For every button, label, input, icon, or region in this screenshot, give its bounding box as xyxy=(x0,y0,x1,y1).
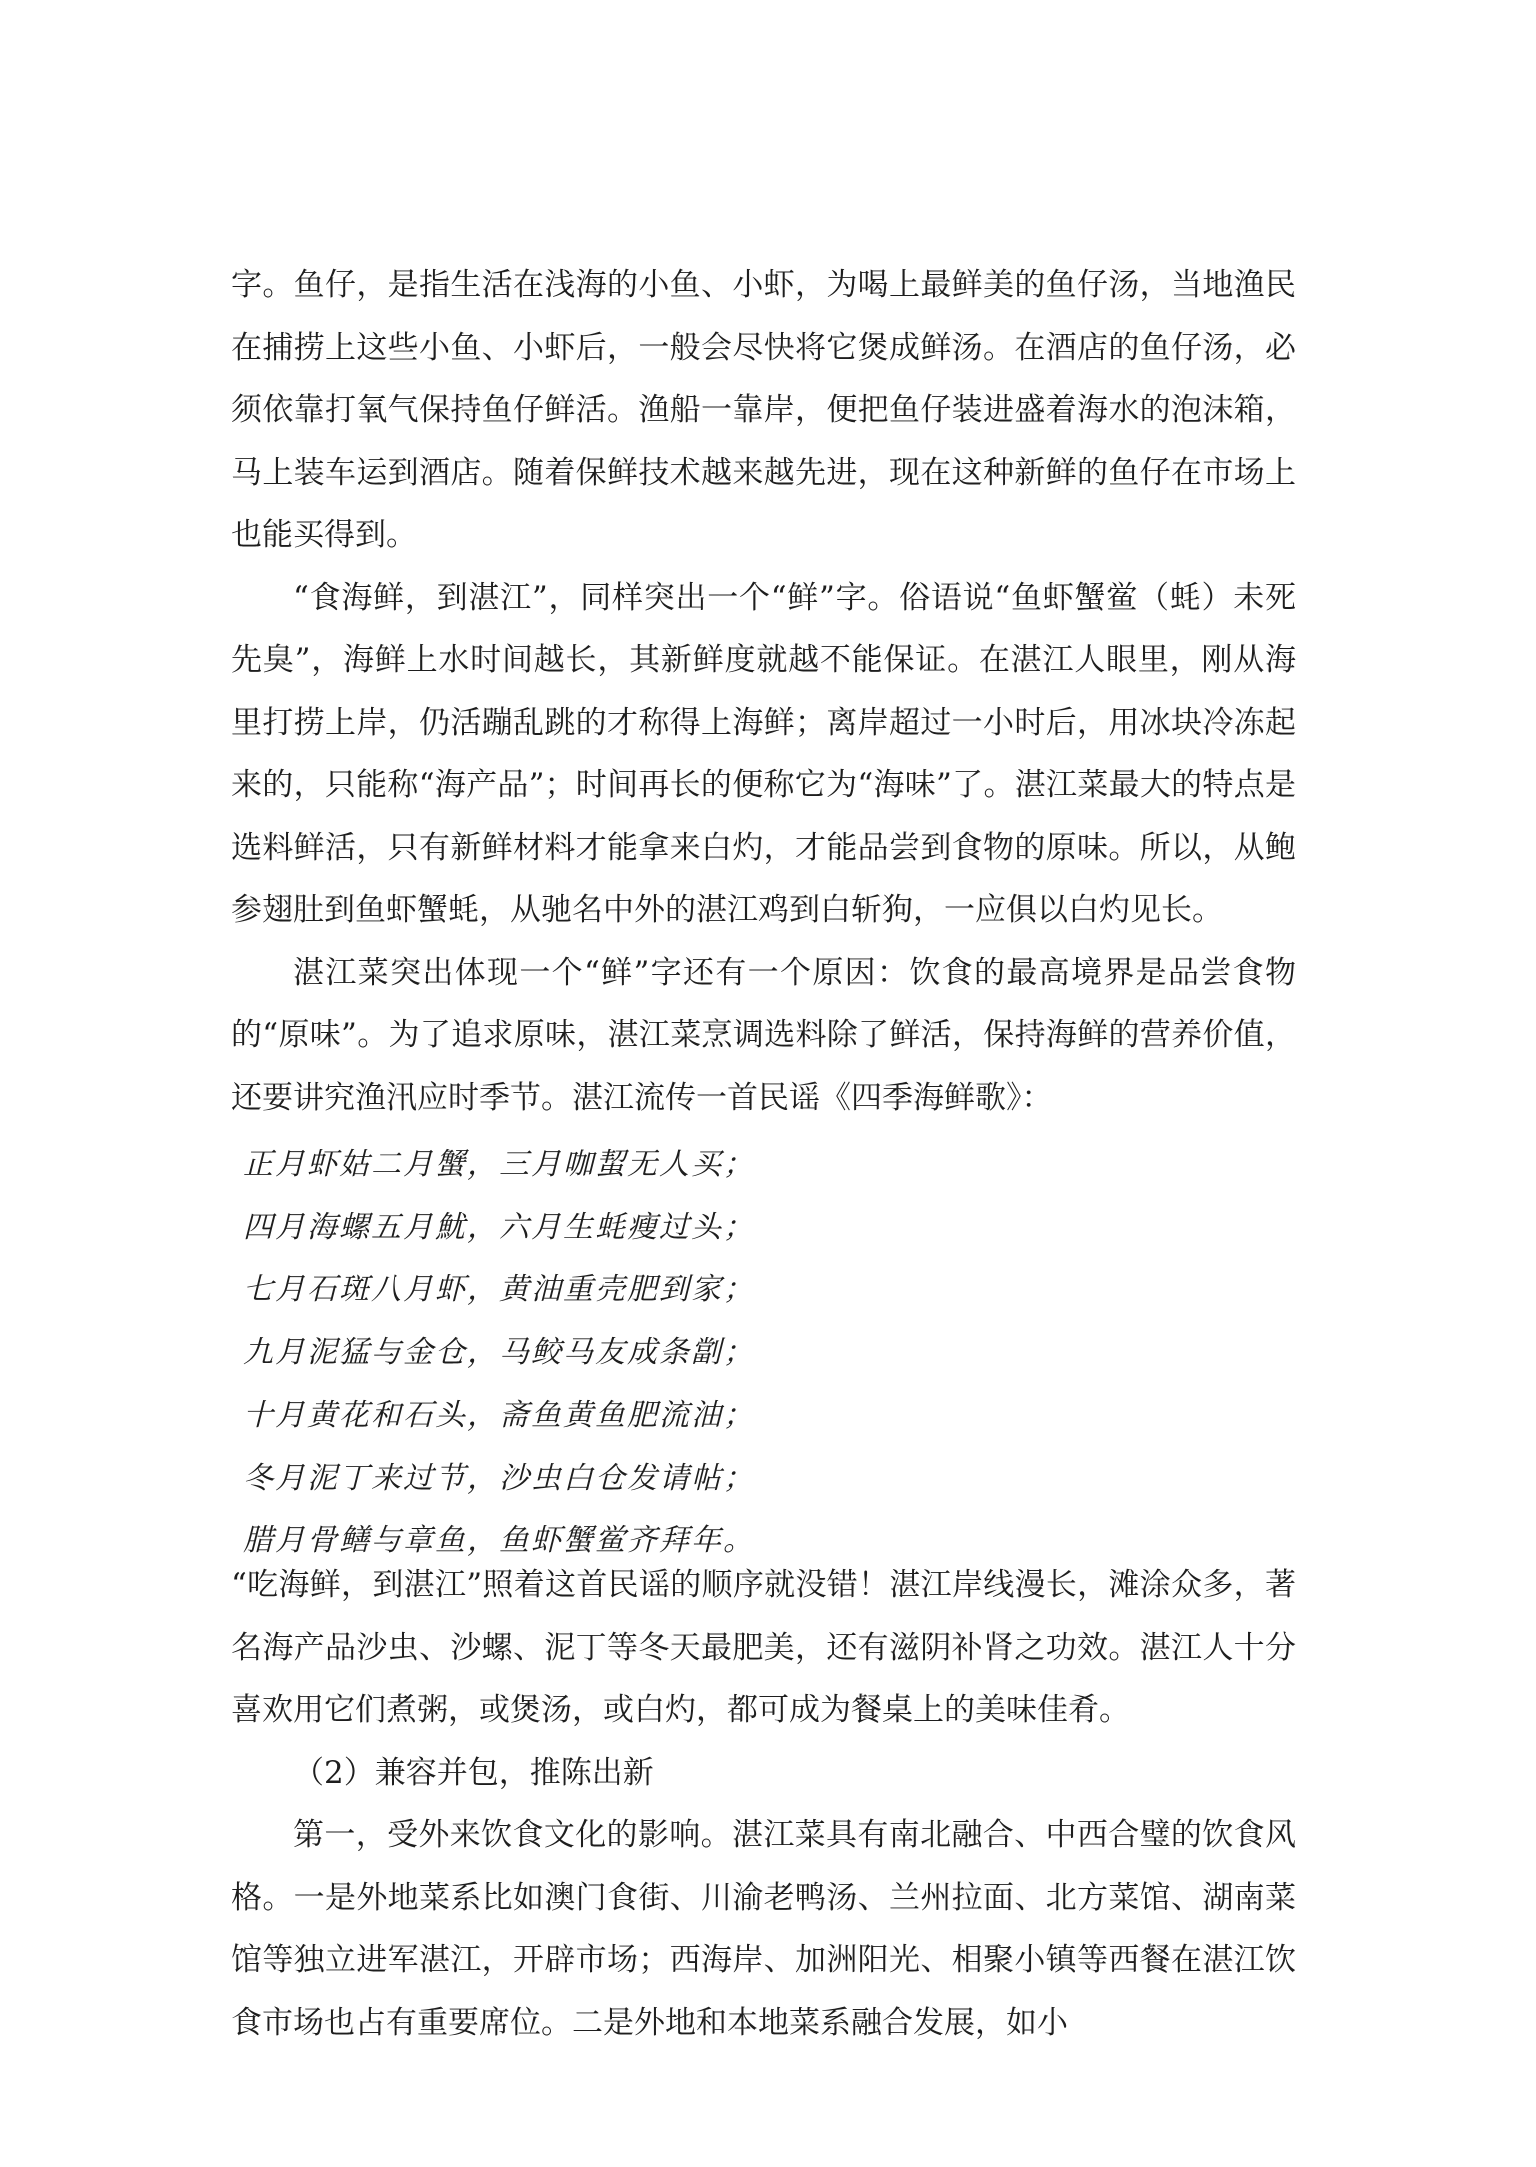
paragraph-eat-seafood: “吃海鲜，到湛江”照着这首民谣的顺序就没错！湛江岸线漫长，滩涂众多，著名海产品沙虫、沙螺、泥丁等冬天最肥美，还有滋阴补肾之功效。湛江人十分喜欢用它们煮粥，或煲汤，或白灼，都可成为餐桌上的美味佳肴。 xyxy=(231,1567,1296,1728)
poem-line: 七月石斑八月虾，黄油重壳肥到家； xyxy=(243,1272,755,1308)
paragraph-original-taste: 湛江菜突出体现一个“鲜”字还有一个原因：饮食的最高境界是品尝食物的“原味”。为了追求原味，湛江菜烹调选料除了鲜活，保持海鲜的营养价值，还要讲究渔汛应时季节。湛江流传一首民谣《四季海鲜歌》： xyxy=(231,954,1296,1116)
poem-line: 十月黄花和石头，斋鱼黄鱼肥流油； xyxy=(243,1397,755,1433)
document-page xyxy=(231,0,1296,2167)
poem-line: 四月海螺五月魷，六月生蚝瘦过头； xyxy=(243,1209,755,1245)
poem-line: 腊月骨鳝与章鱼，鱼虾蟹鲎齐拜年。 xyxy=(243,1523,755,1559)
poem-line: 正月虾姑二月蟹，三月咖蛪无人买； xyxy=(243,1147,755,1182)
section-heading: （2）兼容并包，推陈出新 xyxy=(293,1754,654,1791)
paragraph-seafood-fresh: “食海鲜，到湛江”，同样突出一个“鲜”字。俗语说“鱼虾蟹鲎（蚝）未死先臭”，海鲜上水时间越长，其新鲜度就越不能保证。在湛江人眼里，刚从海里打捞上岸，仍活蹦乱跳的才称得上海鲜；离岸超过一小时后，用冰块冷冻起来的，只能称“海产品”；时间再长的便称它为“海味”了。湛江菜最大的特点是选料鲜活，只有新鲜材料才能拿来白灼，才能品尝到食物的原味。所以，从鲍参翅肚到鱼虾蟹蚝，从驰名中外的湛江鸡到白斩狗，一应俱以白灼见长。 xyxy=(231,579,1296,928)
folk-song-poem xyxy=(231,1134,1296,1573)
body-text-top xyxy=(231,254,1296,1129)
paragraph-yuzai: 字。鱼仔，是指生活在浅海的小鱼、小虾，为喝上最鲜美的鱼仔汤，当地渔民在捕捞上这些小鱼、小虾后，一般会尽快将它煲成鲜汤。在酒店的鱼仔汤，必须依靠打氧气保持鱼仔鲜活。渔船一靠岸，便把鱼仔装进盛着海水的泡沫箱，马上装车运到酒店。随着保鲜技术越来越先进，现在这种新鲜的鱼仔在市场上也能买得到。 xyxy=(231,267,1296,553)
body-text-bottom xyxy=(231,1554,1296,2054)
poem-line: 冬月泥丁来过节，沙虫白仓发请帖； xyxy=(243,1460,755,1496)
poem-line: 九月泥猛与金仓，马鲛马友成条劏； xyxy=(243,1335,755,1371)
paragraph-foreign-influence: 第一，受外来饮食文化的影响。湛江菜具有南北融合、中西合璧的饮食风格。一是外地菜系比如澳门食街、川渝老鸭汤、兰州拉面、北方菜馆、湖南菜馆等独立进军湛江，开辟市场；西海岸、加洲阳光、相聚小镇等西餐在湛江饮食市场也占有重要席位。二是外地和本地菜系融合发展，如小 xyxy=(231,1817,1296,2041)
